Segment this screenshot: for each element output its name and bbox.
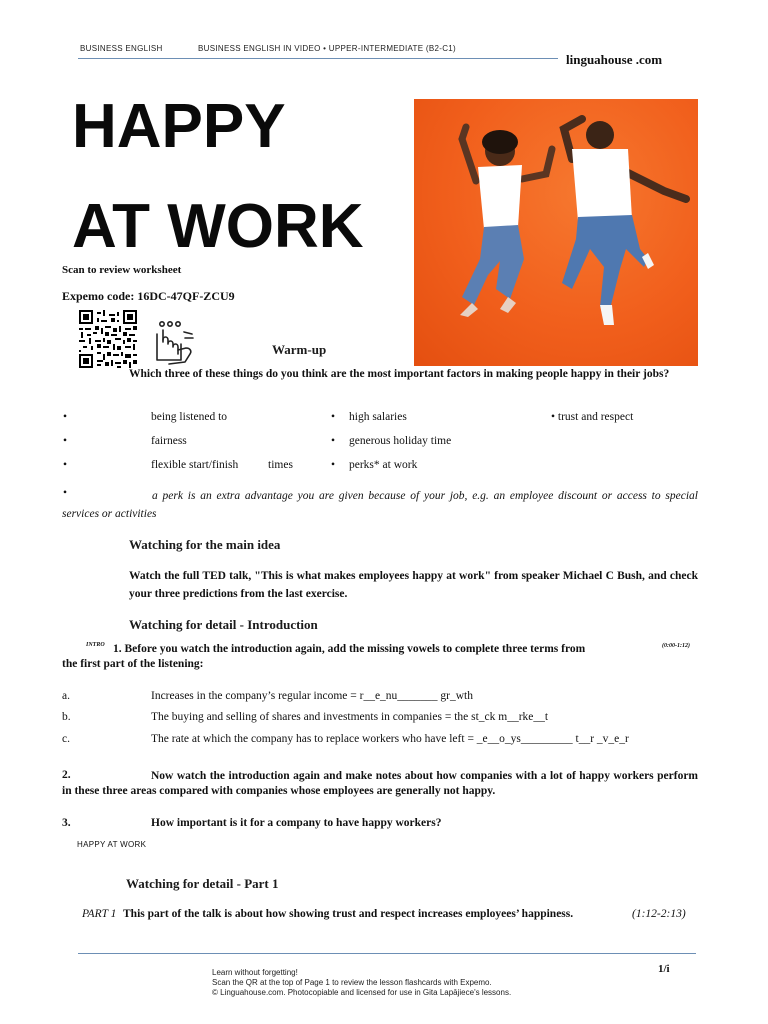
page-title-line1: HAPPY [72,92,286,161]
warmup-heading: Warm-up [272,342,327,357]
page-number: 1/i [658,963,670,975]
bullet-symbol: • [63,459,68,471]
bullet-item: perks* at work [349,459,418,471]
header-course-label: BUSINESS ENGLISH IN VIDEO • UPPER-INTERMEDIATE (B2-C1) [198,44,457,53]
q2-number: 2. [62,769,71,781]
part1-text: This part of the talk is about how showing trust and respect increases employees’ happiness. [123,908,574,920]
qr-code[interactable] [78,310,138,368]
bullet-symbol: • [331,435,336,447]
fill-blank-item[interactable]: The buying and selling of shares and investments in companies = the st_ck m__rke__t [151,711,549,723]
bullet-symbol: • [331,411,336,423]
fill-blank-item[interactable]: Increases in the company’s regular income = r__e_nu_______ gr_wth [151,690,474,702]
main-idea-heading: Watching for the main idea [129,537,281,552]
bullet-symbol: • [331,459,336,471]
footer-line3: © Linguahouse.com. Photocopiable and licensed for use in Gita Lapājiece's lessons. [212,988,512,997]
perk-footnote: a perk is an extra advantage you are given because of your job, e.g. an employee discount or access to special services or activities [62,490,698,520]
q3-number: 3. [62,817,71,829]
q2-text: Now watch the introduction again and make notes about how companies with a lot of happy workers perform in these three areas compared with companies whose employees are generally not happy. [62,770,698,797]
bullet-symbol: • [63,487,68,499]
expemo-hand-icon [155,320,197,366]
bullet-symbol: • [63,435,68,447]
bullet-symbol: • [63,411,68,423]
footer-line2: Scan the QR at the top of Page 1 to review the lesson flashcards with Expemo. [212,978,492,987]
part1-tag: PART 1 [82,908,117,920]
item-letter: c. [62,733,70,745]
part1-time: (1:12-2:13) [632,908,686,920]
brand-logo[interactable]: linguahouse .com [566,52,663,67]
q1-text: 1. Before you watch the introduction again, add the missing vowels to complete three terms from [113,643,586,655]
bullet-item: high salaries [349,411,407,423]
header-section-label: BUSINESS ENGLISH [80,44,163,53]
header-rule [78,58,558,59]
footer-line1: Learn without forgetting! [212,968,298,977]
q3-text: How important is it for a company to have happy workers? [151,817,442,829]
part1-heading: Watching for detail - Part 1 [126,876,279,891]
page-title-line2: AT WORK [72,192,364,261]
item-letter: b. [62,711,71,723]
bullet-item: fairness [151,435,187,447]
detail-intro-heading: Watching for detail - Introduction [129,617,318,632]
q1-time: (0:00-1:12) [662,643,690,649]
main-idea-text: Watch the full TED talk, "This is what makes employees happy at work" from speaker Michael C Bush, and check your three predictions from the last exercise. [129,570,698,600]
footer-text [212,968,511,998]
intro-tag: INTRO [86,642,105,648]
running-head: HAPPY AT WORK [77,840,147,849]
bullet-item: generous holiday time [349,435,452,447]
item-letter: a. [62,690,70,702]
bullet-item-continued: times [268,459,293,471]
warmup-question: Which three of these things do you think are the most important factors in making people happy in their jobs? [129,368,670,380]
scan-label: Scan to review worksheet [62,264,182,276]
bullet-item: being listened to [151,411,228,423]
hero-photo-jumping-people [414,99,698,366]
expemo-code: Expemo code: 16DC-47QF-ZCU9 [62,289,235,303]
q1-text-continued: the first part of the listening: [62,658,204,670]
bullet-item: • trust and respect [551,411,634,423]
bullet-item: flexible start/finish [151,459,239,471]
fill-blank-item[interactable]: The rate at which the company has to replace workers who have left = _e__o_ys_________ t__r _v_e_r [151,733,629,745]
footer-rule [78,953,696,954]
